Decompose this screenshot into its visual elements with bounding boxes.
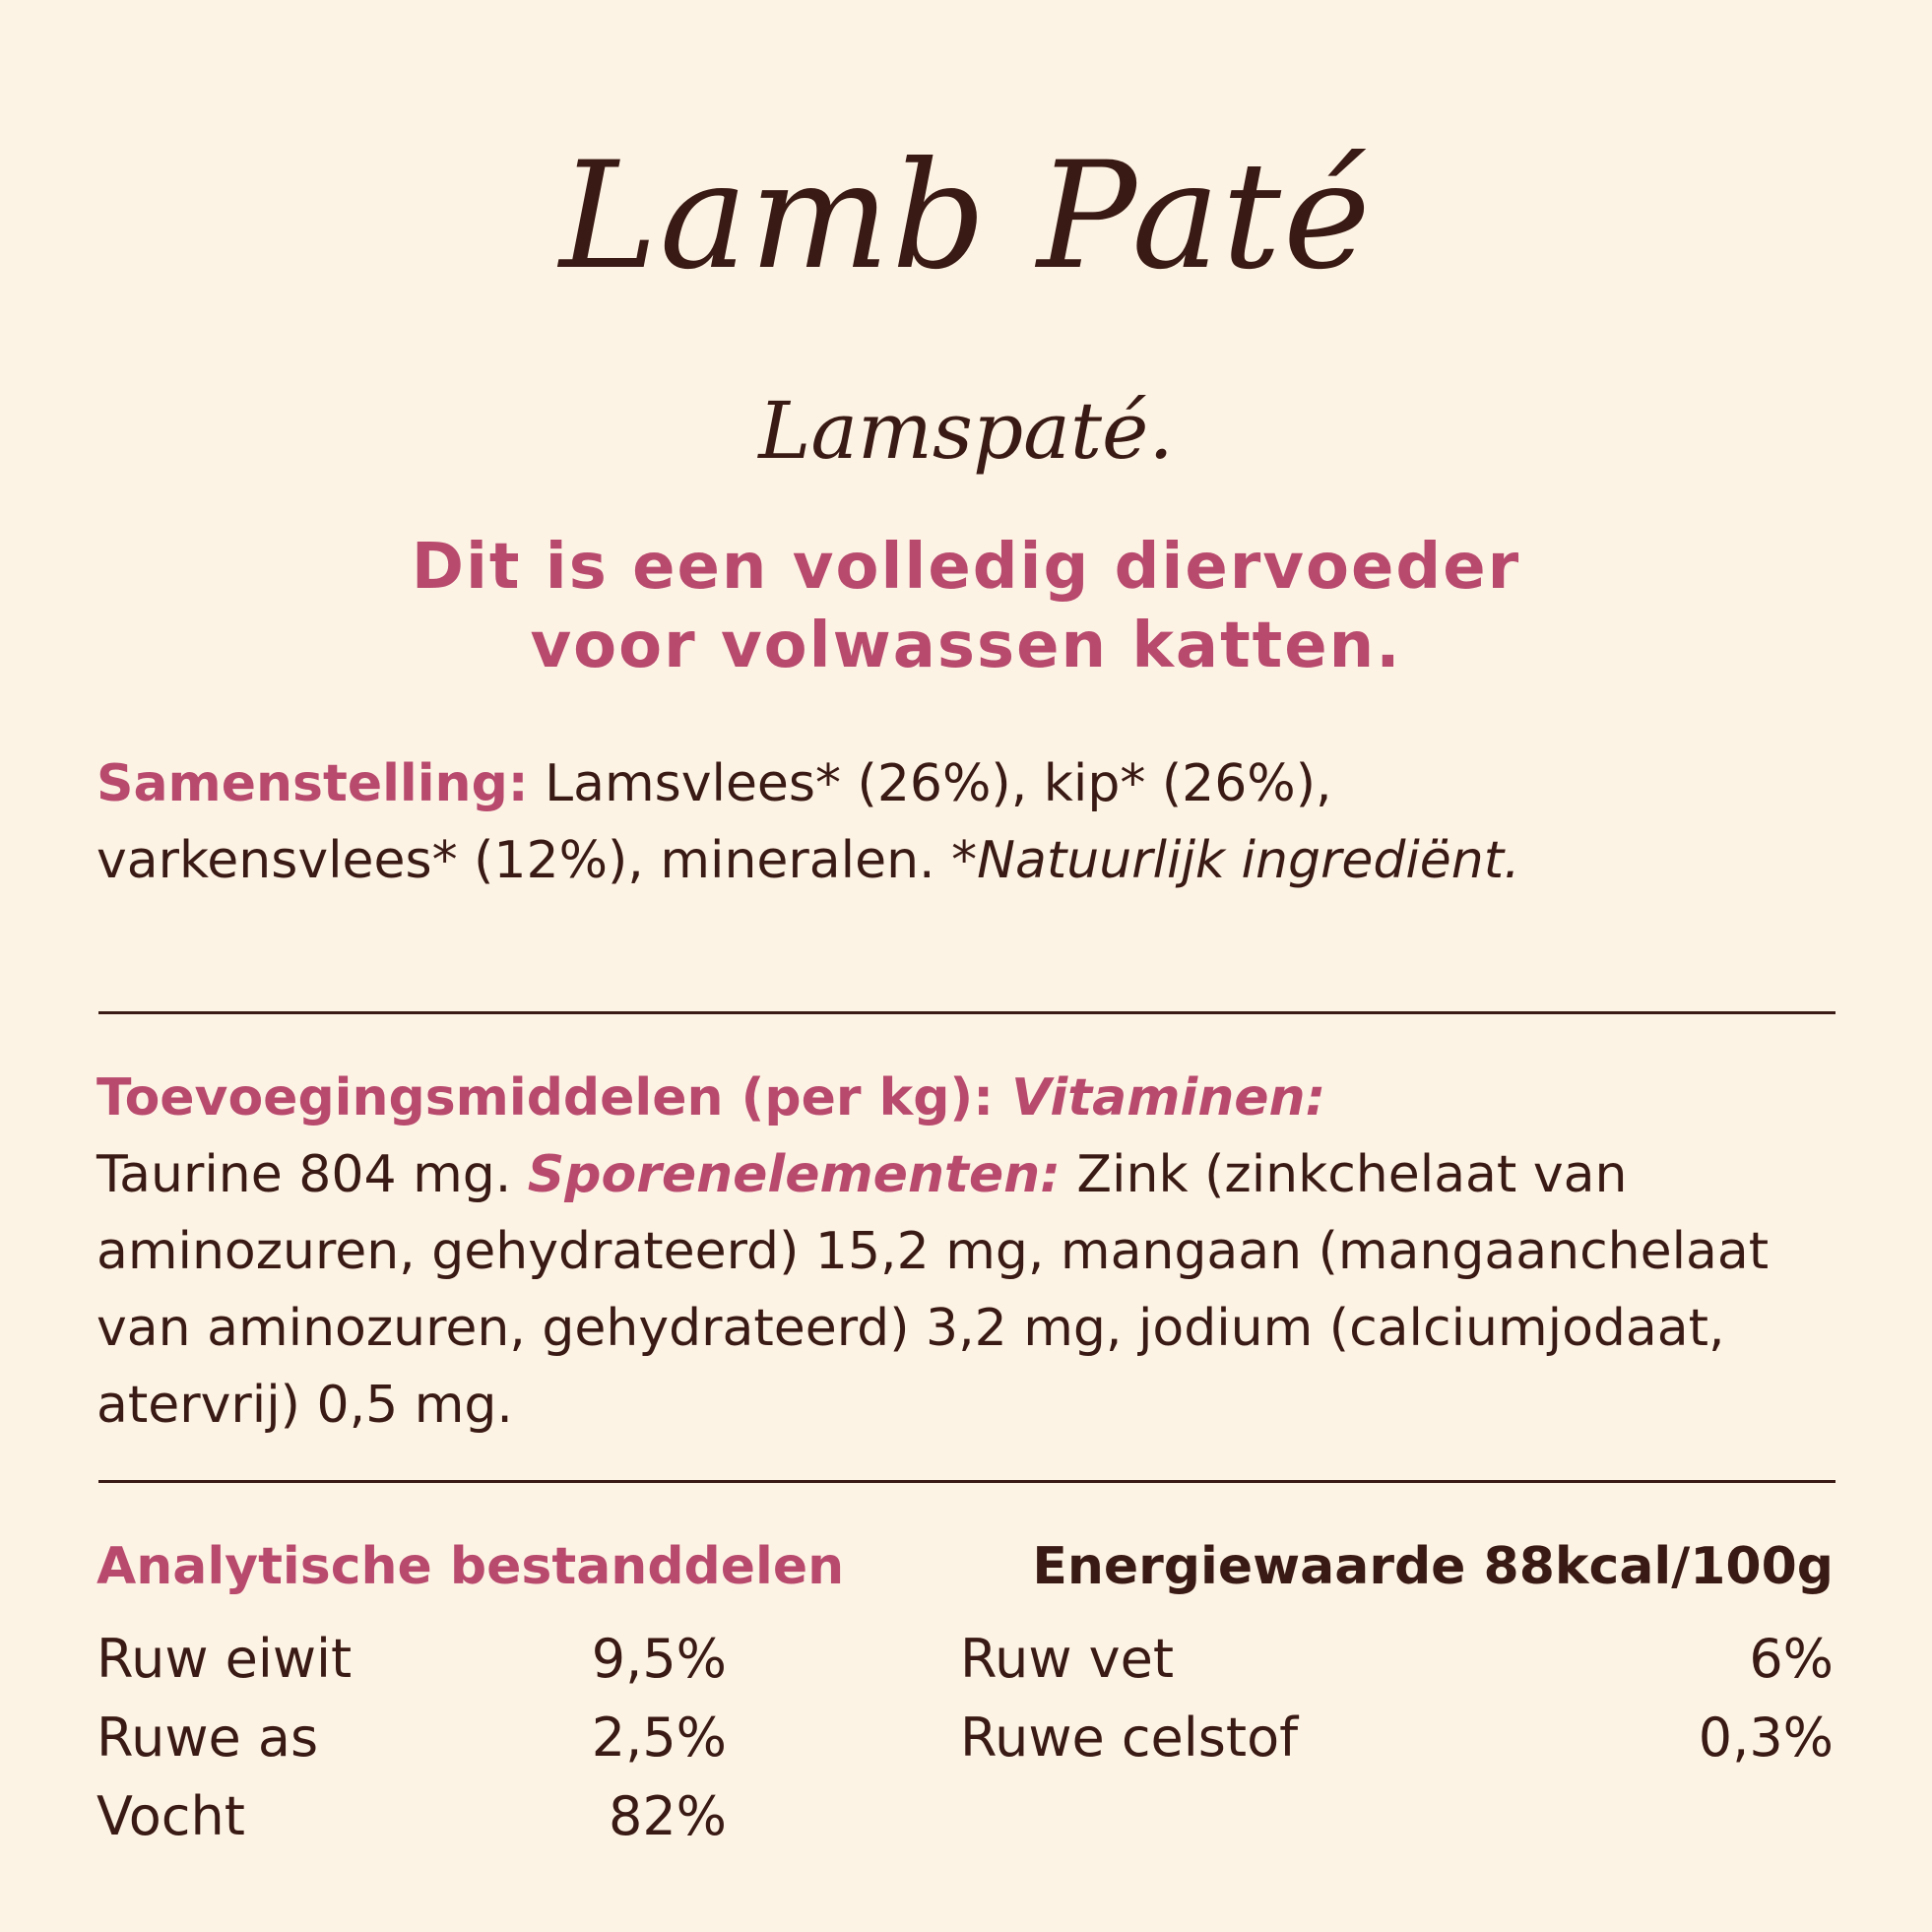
analysis-label: Ruw vet [960,1628,1175,1690]
analysis-value: 9,5% [591,1628,727,1690]
composition-section [97,745,1849,899]
composition-line-2 [97,822,1849,899]
additives-label: Toevoegingsmiddelen (per kg): [97,1068,994,1127]
energy-value: Energiewaarde 88kcal/100g [1032,1537,1834,1596]
analysis-value: 6% [1749,1628,1834,1690]
trace-elements-label: Sporenelementen: [527,1145,1061,1204]
analysis-row [960,1699,1834,1777]
composition-text-2: varkensvlees* (12%), mineralen. [97,831,952,890]
composition-note: *Natuurlijk ingrediënt. [951,831,1520,890]
composition-line-1 [97,745,1849,822]
tagline-line-2: voor volwassen katten. [530,610,1402,682]
divider-top [98,1011,1835,1014]
analysis-value: 82% [608,1785,727,1847]
analysis-value: 0,3% [1698,1707,1834,1769]
analysis-row [97,1620,727,1699]
trace-elements-text: Zink (zinkchelaat van aminozuren, gehydrateerd) 15,2 mg, mangaan (mangaanchelaat van aminozuren, gehydrateerd) 3,2 mg, jodium (calciumjodaat, atervrij) 0,5 mg. [97,1145,1770,1435]
analysis-label: Ruwe celstof [960,1707,1299,1769]
product-tagline [0,528,1932,685]
product-subtitle: Lamspaté. [758,385,1174,477]
analysis-value: 2,5% [591,1707,727,1769]
vitamins-text: Taurine 804 mg. [97,1145,528,1204]
analysis-row [97,1699,727,1777]
analysis-row [960,1620,1834,1699]
analysis-row [97,1777,727,1856]
analysis-label: Ruwe as [97,1707,319,1769]
analysis-heading: Analytische bestanddelen [97,1537,845,1596]
additives-section [97,1060,1849,1444]
product-title: Lamb Paté [559,131,1373,302]
analysis-label: Vocht [97,1785,245,1847]
analysis-label: Ruw eiwit [97,1628,353,1690]
tagline-line-1: Dit is een volledig diervoeder [411,531,1521,604]
composition-text-1: Lamsvlees* (26%), kip* (26%), [528,754,1332,813]
vitamins-label: Vitaminen: [994,1068,1326,1127]
composition-label: Samenstelling: [97,754,529,813]
divider-bottom [98,1480,1835,1483]
